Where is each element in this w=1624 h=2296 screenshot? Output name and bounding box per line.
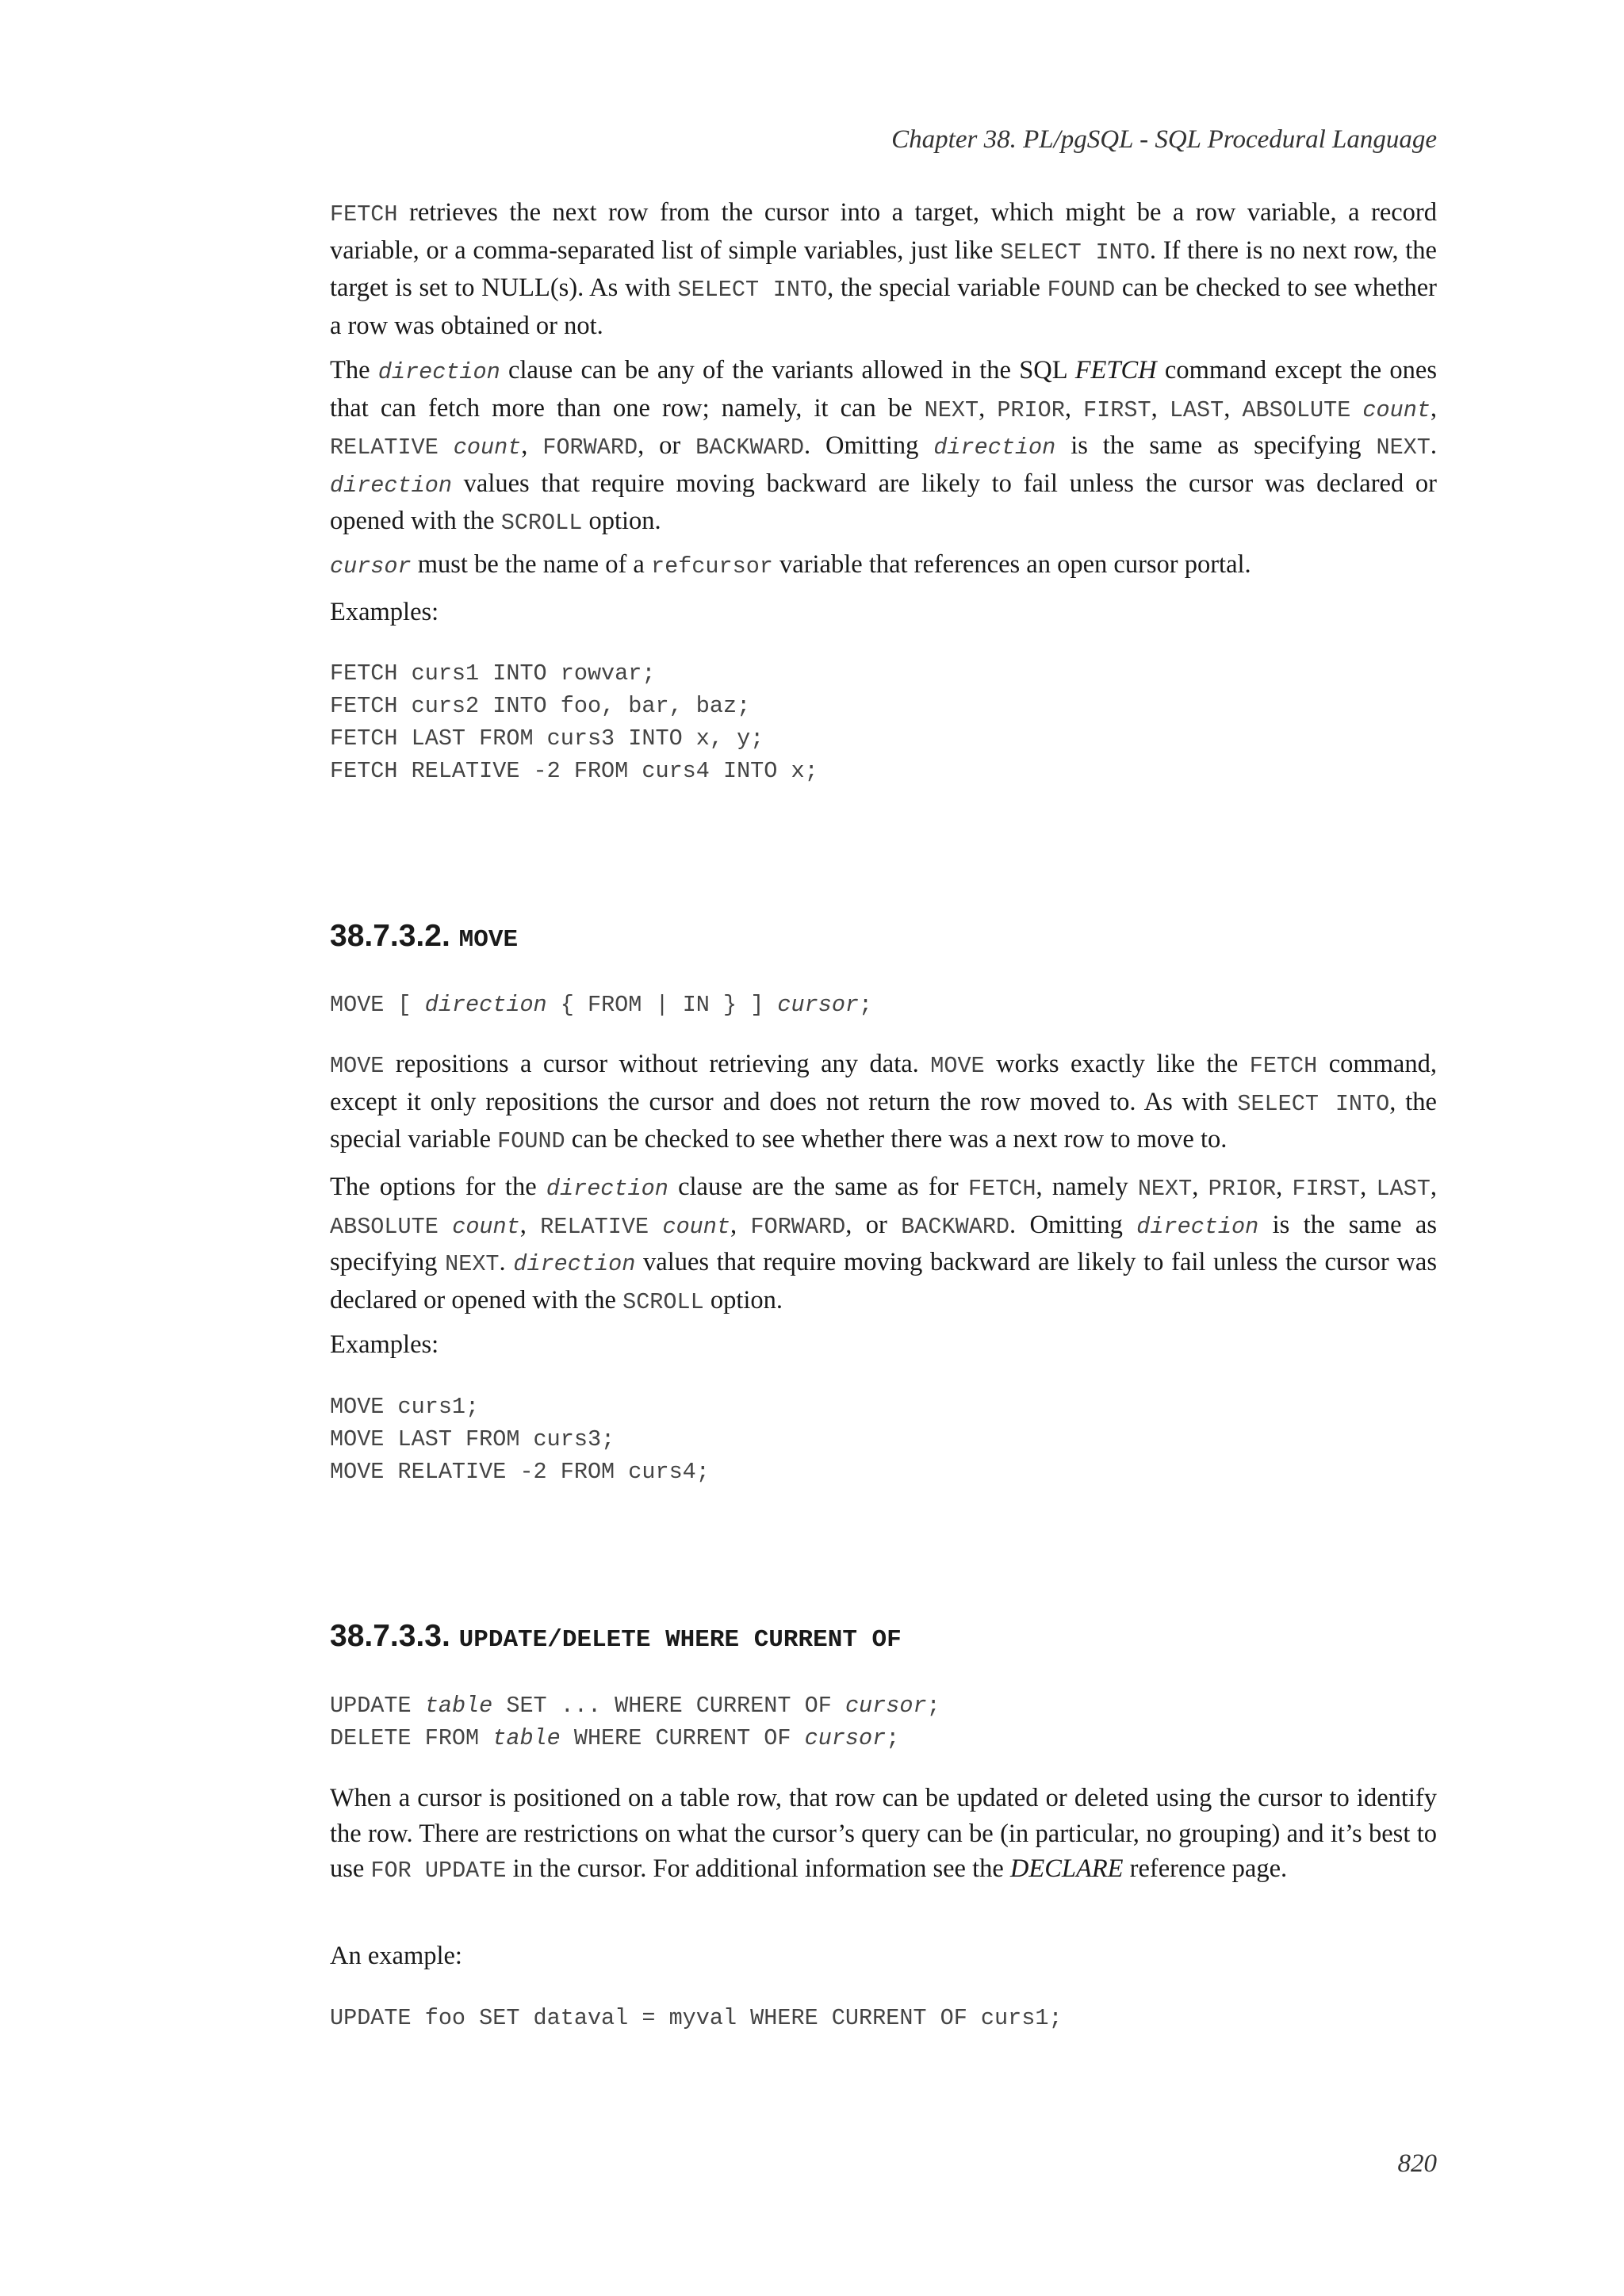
update-delete-example-label-block xyxy=(330,1938,1437,1974)
fetch-code-block xyxy=(330,657,1437,787)
fetch-paragraph-2: The direction clause can be any of the variants allowed in the SQL FETCH command except the ones that can fetch more than one row; namely, it can be NEXT, PRIOR, FIRST, LAST, ABSOLUTE count, RELATIVE count, FORWARD, or BACKWARD. Omitting direction is the same as specifying NEXT. direction values that require moving backward are likely to fail unless the cursor was declared or opened with the SCROLL option. xyxy=(330,356,1438,536)
fetch-examples-label-block xyxy=(330,595,1437,630)
fetch-cursor-block xyxy=(330,547,1437,585)
update-delete-paragraph-1: When a cursor is positioned on a table row, that row can be updated or deleted using the cursor to identify the row. There are restrictions on what the cursor’s query can be (in particular, no grouping) and it’s best to use FOR UPDATE in the cursor. For additional information see the DECLARE reference page. xyxy=(330,1784,1437,1884)
update-delete-code-example: UPDATE foo SET dataval = myval WHERE CURRENT OF curs1; xyxy=(330,2005,1063,2031)
fetch-paragraph-3: cursor must be the name of a refcursor variable that references an open cursor portal. xyxy=(330,550,1251,580)
document-page xyxy=(330,0,1437,2296)
fetch-section xyxy=(330,195,1437,343)
update-delete-example-label: An example: xyxy=(330,1942,462,1970)
fetch-code-example: FETCH curs1 INTO rowvar; FETCH curs2 INTO foo, bar, baz; FETCH LAST FROM curs3 INTO x, y; FETCH RELATIVE -2 FROM curs4 INTO x; xyxy=(330,660,818,784)
move-code-example: MOVE curs1; MOVE LAST FROM curs3; MOVE RELATIVE -2 FROM curs4; xyxy=(330,1394,710,1485)
update-delete-synopsis-block xyxy=(330,1689,1437,1755)
move-paragraph-2: The options for the direction clause are the same as for FETCH, namely NEXT, PRIOR, FIRST, LAST, ABSOLUTE count, RELATIVE count, FORWARD, or BACKWARD. Omitting direction is the same as specifying NEXT. direction values that require moving backward are likely to fail unless the cursor was declared or opened with the SCROLL option. xyxy=(330,1173,1438,1315)
delete-synopsis: DELETE FROM table WHERE CURRENT OF cursor; xyxy=(330,1725,900,1751)
update-delete-code-block xyxy=(330,2002,1437,2034)
move-synopsis: MOVE [ direction { FROM | IN } ] cursor; xyxy=(330,992,873,1018)
fetch-direction-block xyxy=(330,353,1437,541)
move-examples-label: Examples: xyxy=(330,1330,439,1359)
update-delete-heading-block xyxy=(330,1619,1437,1654)
update-delete-description-block xyxy=(330,1781,1437,1889)
move-paragraph-1: MOVE repositions a cursor without retrieving any data. MOVE works exactly like the FETCH command, except it only repositions the cursor and does not return the row moved to. As with SELECT INTO, the special variable FOUND can be checked to see whether there was a next row to move to. xyxy=(330,1050,1437,1154)
move-heading-block xyxy=(330,919,1437,954)
fetch-paragraph-1: FETCH retrieves the next row from the cursor into a target, which might be a row variable, a record variable, or a comma-separated list of simple variables, just like SELECT INTO. If there is no next row, the target is set to NULL(s). As with SELECT INTO, the special variable FOUND can be checked to see whether a row was obtained or not. xyxy=(330,198,1437,340)
move-code-block xyxy=(330,1391,1437,1488)
move-description-block xyxy=(330,1047,1437,1160)
update-synopsis: UPDATE table SET ... WHERE CURRENT OF cursor; xyxy=(330,1693,940,1719)
move-options-block xyxy=(330,1169,1437,1320)
move-section-heading: 38.7.3.2. MOVE xyxy=(330,919,519,954)
fetch-examples-label: Examples: xyxy=(330,598,439,626)
page-number: 820 xyxy=(1397,2149,1437,2178)
move-examples-label-block xyxy=(330,1327,1437,1363)
running-header: Chapter 38. PL/pgSQL - SQL Procedural Language xyxy=(891,125,1437,154)
move-synopsis-block xyxy=(330,989,1437,1021)
update-delete-section-heading: 38.7.3.3. UPDATE/DELETE WHERE CURRENT OF xyxy=(330,1619,902,1654)
